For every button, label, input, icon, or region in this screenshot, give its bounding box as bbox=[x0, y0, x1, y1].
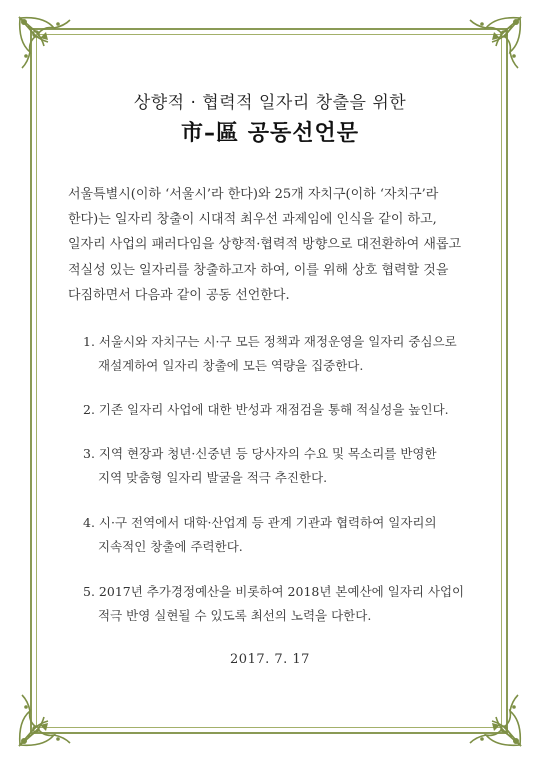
item-text: 서울시와 자치구는 시·구 모든 정책과 재정운영을 일자리 중심으로 bbox=[98, 334, 457, 349]
item-number: 2. bbox=[83, 402, 95, 417]
item-text-continued: 적극 반영 실현될 수 있도록 최선의 노력을 다한다. bbox=[98, 607, 372, 623]
declaration-item bbox=[83, 398, 493, 422]
corner-ornament-icon bbox=[14, 12, 88, 86]
item-text-continued: 재설계하여 일자리 창출에 모든 역량을 집중한다. bbox=[98, 357, 364, 373]
declaration-item bbox=[83, 442, 493, 489]
corner-ornament-icon bbox=[14, 677, 88, 751]
item-text: 시·구 전역에서 대학·산업계 등 관계 기관과 협력하여 일자리의 bbox=[98, 515, 437, 530]
declaration-item bbox=[83, 330, 493, 377]
item-text: 2017년 추가경정예산을 비롯하여 2018년 본예산에 일자리 사업이 bbox=[98, 584, 465, 599]
item-text: 기존 일자리 사업에 대한 반성과 재점검을 통해 적실성을 높인다. bbox=[98, 402, 449, 417]
corner-ornament-icon bbox=[452, 677, 526, 751]
document-title: 市–區 공동선언문 bbox=[181, 121, 359, 146]
declaration-item bbox=[83, 580, 493, 627]
item-number: 3. bbox=[83, 446, 95, 461]
item-number: 5. bbox=[83, 584, 95, 599]
item-number: 1. bbox=[83, 334, 95, 349]
item-text: 지역 현장과 청년·신중년 등 당사자의 수요 및 목소리를 반영한 bbox=[98, 446, 437, 461]
item-text-continued: 지역 맞춤형 일자리 발굴을 적극 추진한다. bbox=[98, 469, 328, 485]
corner-ornament-icon bbox=[452, 12, 526, 86]
document-date: 2017. 7. 17 bbox=[230, 652, 310, 667]
intro-paragraph: 서울특별시(이하 ‘서울시’라 한다)와 25개 자치구(이하 ‘자치구’라 한다)는 일자리 창출이 시대적 최우선 과제임에 인식을 같이 하고, 일자리 사업의 패러다임을 상향적·협력적 방향으로 대전환하여 새롭고 적실성 있는 일자리를 창출하고자 하여, 이를 위해 상호 협력할 것을 다짐하면서 다음과 같이 공동 선언한다. bbox=[68, 187, 462, 303]
declaration-item bbox=[83, 511, 493, 558]
item-number: 4. bbox=[83, 515, 95, 530]
document-subtitle: 상향적 · 협력적 일자리 창출을 위한 bbox=[133, 93, 407, 113]
item-text-continued: 지속적인 창출에 주력한다. bbox=[98, 538, 243, 554]
